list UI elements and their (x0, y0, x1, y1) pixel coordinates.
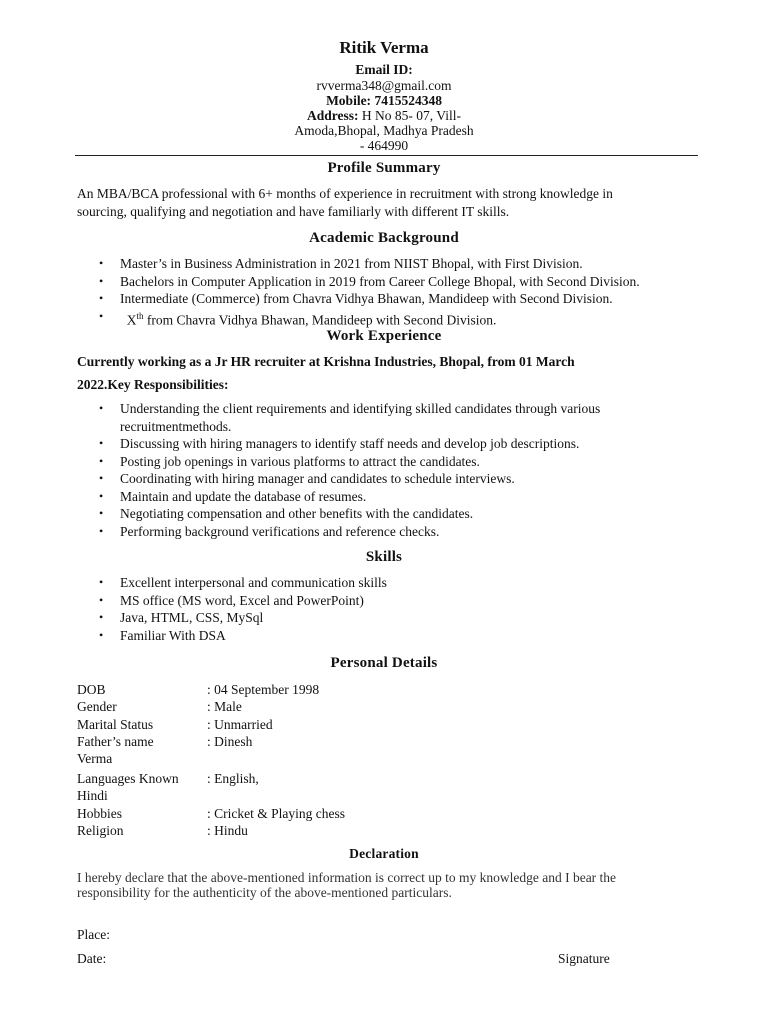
current-role-line-2: 2022.Key Responsibilities: (77, 377, 229, 392)
list-item: • Maintain and update the database of resumes. (99, 488, 367, 504)
academic-list (77, 255, 697, 329)
list-item: • Performing background verifications and reference checks. (99, 523, 440, 539)
list-item: • Excellent interpersonal and communication skills (99, 575, 387, 590)
list-item: • Xth from Chavra Vidhya Bhawan, Mandideep with Second Division. (99, 308, 497, 327)
candidate-name: Ritik Verma (339, 38, 429, 57)
skills-title: Skills (365, 549, 403, 565)
signature-label: Signature (558, 951, 610, 966)
declaration-text: I hereby declare that the above-mentioned information is correct up to my knowledge and I bear the responsibility for the authenticity of the above-mentioned particulars. (77, 870, 617, 900)
academic-background-title: Academic Background (309, 230, 459, 246)
resume-page: Ritik Verma Email ID: rvverma348@gmail.com Mobile: 7415524348 Address: H No 85- 07, Vill- Amoda,Bhopal, Madhya Pradesh - 464990 Profile Summary An MBA/BCA professional with 6+ months of experience in recruitment with strong knowledge in sourcing, qualifying and negotiation and have familiarly with different IT skills. Academic Background • Master’s in Business Administration in 2021 from NIIST Bhopal, with First Division. • Bachelors in Computer Application in 2019 from Career College Bhopal, with Second Division. • Intermediate (Commerce) from Chavra Vidhya Bhawan, Mandideep with Second Division. • Xth from Chavra Vidhya Bhawan, Mandideep with Second Division. Work Experience Currently working as a Jr HR recruiter at Krishna Industries, Bhopal, from 01 March 2022.Key Responsibilities: • Understanding the client requirements and identifying skilled candidates through various recruitmentmethods. • Discussing with hiring managers to identify staff needs and develop job descriptions. • Posting job openings in various platforms to attract the candidates. • Coordinating with hiring manager and candidates to schedule interviews. • Maintain and update the database of resumes. • Negotiating compensation and other benefits with the candidates. • Performing background verifications and reference checks. Skills • Excellent interpersonal and communication skills • MS office (MS word, Excel and PowerPoint) • Java, HTML, CSS, MySql • Familiar With DSA Personal Details DOB : 04 September 1998 Gender : Male Marital Status : Unmarried Father’s name : Dinesh Verma Languages Known : English, Hindi Hobbies : Cricket & Playing chess Religion : Hindu Declaration I hereby declare that the above-mentioned information is correct up to my knowledge and I bear the responsibility for the authenticity of the above-mentioned particulars. Place: Date: Signature (0, 0, 768, 1024)
date-label: Date: (77, 951, 107, 966)
address-line-2: Amoda,Bhopal, Madhya Pradesh (294, 123, 474, 138)
address-line-3: - 464990 (359, 138, 409, 153)
current-role-line-1: Currently working as a Jr HR recruiter at Krishna Industries, Bhopal, from 01 March (77, 354, 575, 369)
list-item: • Master’s in Business Administration in 2021 from NIIST Bhopal, with First Division. (99, 256, 583, 271)
list-item: • Negotiating compensation and other benefits with the candidates. (99, 506, 474, 521)
email-label: Email ID: (355, 62, 413, 77)
mobile-line: Mobile: 7415524348 (326, 93, 442, 108)
place-label: Place: (77, 927, 110, 942)
list-item: • Understanding the client requirements and identifying skilled candidates through various recruitmentmethods. (99, 401, 601, 434)
list-item: • MS office (MS word, Excel and PowerPoint) (99, 592, 364, 608)
responsibilities-list (77, 400, 697, 540)
list-item: • Intermediate (Commerce) from Chavra Vidhya Bhawan, Mandideep with Second Division. (99, 291, 613, 306)
list-item: • Java, HTML, CSS, MySql (99, 610, 264, 625)
personal-details-title: Personal Details (330, 655, 438, 671)
skills-list (77, 574, 697, 644)
profile-summary-title: Profile Summary (327, 160, 441, 176)
email-value: rvverma348@gmail.com (316, 78, 452, 93)
list-item: • Posting job openings in various platforms to attract the candidates. (99, 453, 480, 469)
list-item: • Coordinating with hiring manager and candidates to schedule interviews. (99, 471, 515, 486)
work-experience-title: Work Experience (326, 328, 442, 344)
list-item: • Familiar With DSA (99, 627, 226, 643)
header-divider (75, 155, 698, 156)
list-item: • Discussing with hiring managers to identify staff needs and develop job descriptions. (99, 436, 580, 451)
declaration-title: Declaration (349, 846, 419, 861)
profile-summary-text: An MBA/BCA professional with 6+ months of experience in recruitment with strong knowledge in sourcing, qualifying and negotiation and have familiarly with different IT skills. (77, 186, 613, 219)
list-item: • Bachelors in Computer Application in 2019 from Career College Bhopal, with Second Division. (99, 273, 640, 289)
address-line-1: Address: H No 85- 07, Vill- (307, 108, 461, 123)
